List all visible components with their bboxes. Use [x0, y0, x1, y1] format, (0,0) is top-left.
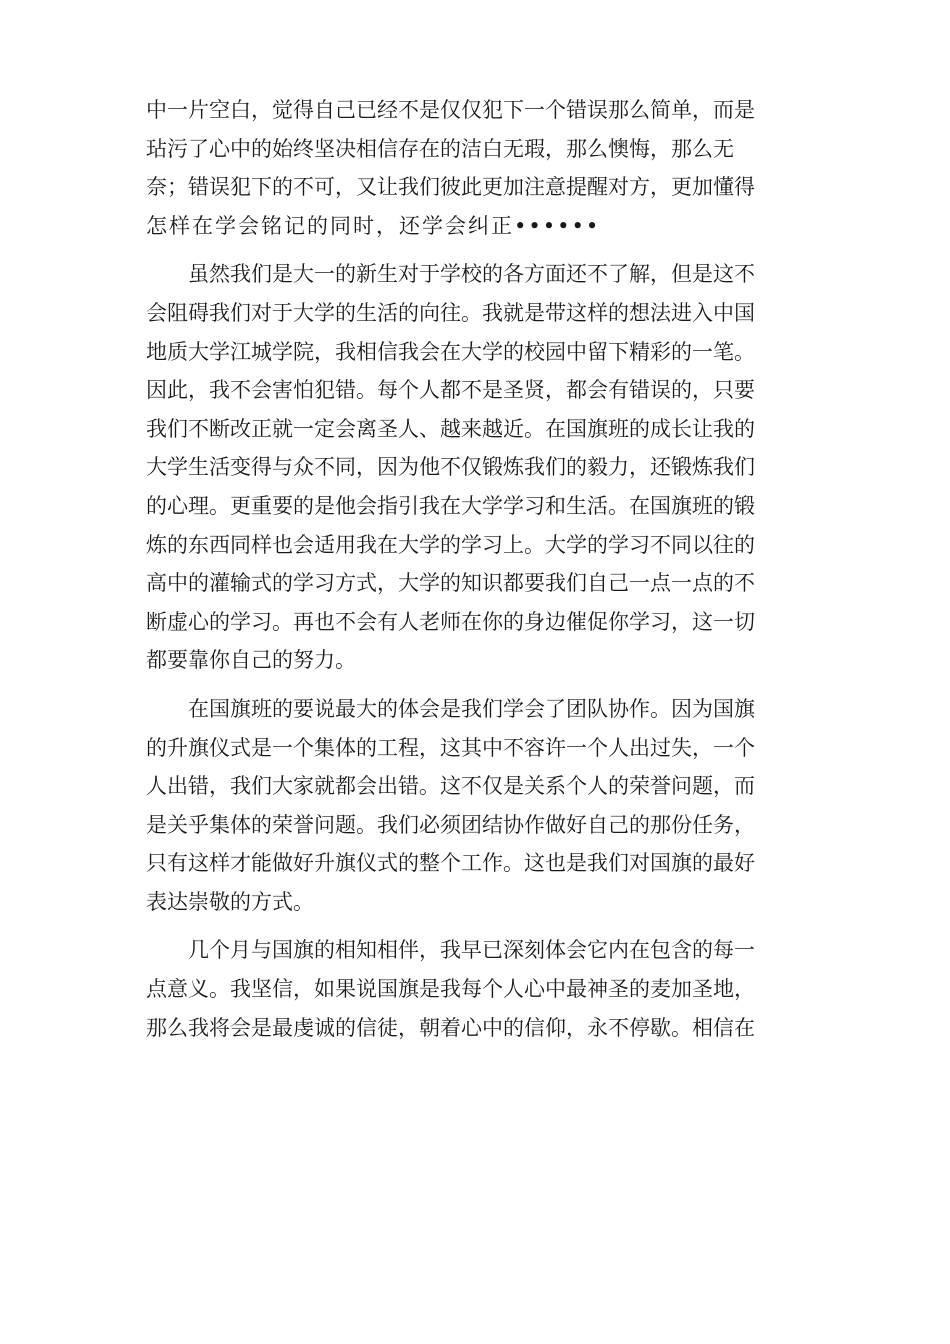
- text-line: 只有这样才能做好升旗仪式的整个工作。这也是我们对国旗的最好: [146, 851, 755, 876]
- text-line: 的升旗仪式是一个集体的工程，这其中不容许一个人出过失，一个: [146, 735, 755, 760]
- paragraph-1: [146, 91, 796, 245]
- text-line: 奈；错误犯下的不可，又让我们彼此更加注意提醒对方，更加懂得: [146, 175, 755, 200]
- document-body: [146, 91, 796, 1047]
- text-line: 那么我将会是最虔诚的信徒，朝着心中的信仰，永不停歇。相信在: [146, 1015, 755, 1040]
- text-line: 在国旗班的要说最大的体会是我们学会了团队协作。因为国旗: [188, 696, 755, 721]
- text-line: 大学生活变得与众不同，因为他不仅锻炼我们的毅力，还锻炼我们: [146, 455, 755, 480]
- text-line: 会阻碍我们对于大学的生活的向往。我就是带这样的想法进入中国: [146, 300, 755, 325]
- text-line: 的心理。更重要的是他会指引我在大学学习和生活。在国旗班的锻: [146, 493, 755, 518]
- text-line: 怎样在学会铭记的同时，还学会纠正••••••: [146, 213, 601, 238]
- text-line: 是关乎集体的荣誉问题。我们必须团结协作做好自己的那份任务，: [146, 812, 755, 837]
- text-line: 高中的灌输式的学习方式，大学的知识都要我们自己一点一点的不: [146, 571, 755, 596]
- paragraph-2: [146, 255, 796, 680]
- text-line: 都要靠你自己的努力。: [146, 648, 356, 673]
- paragraph-spacer: [146, 921, 796, 931]
- text-line: 我们不断改正就一定会离圣人、越来越近。在国旗班的成长让我的: [146, 416, 755, 441]
- text-line: 虽然我们是大一的新生对于学校的各方面还不了解，但是这不: [188, 262, 755, 287]
- text-line: 断虚心的学习。再也不会有人老师在你的身边催促你学习，这一切: [146, 609, 755, 634]
- paragraph-3: [146, 690, 796, 922]
- paragraph-4: [146, 931, 796, 1047]
- text-line: 炼的东西同样也会适用我在大学的学习上。大学的学习不同以往的: [146, 532, 755, 557]
- text-line: 因此，我不会害怕犯错。每个人都不是圣贤，都会有错误的，只要: [146, 378, 755, 403]
- text-line: 几个月与国旗的相知相伴，我早已深刻体会它内在包含的每一: [188, 938, 755, 963]
- text-line: 地质大学江城学院，我相信我会在大学的校园中留下精彩的一笔。: [146, 339, 755, 364]
- paragraph-spacer: [146, 245, 796, 255]
- text-line: 中一片空白，觉得自己已经不是仅仅犯下一个错误那么简单，而是: [146, 98, 755, 122]
- text-line: 人出错，我们大家就都会出错。这不仅是关系个人的荣誉问题，而: [146, 774, 755, 799]
- paragraph-spacer: [146, 680, 796, 690]
- text-line: 玷污了心中的始终坚决相信存在的洁白无瑕，那么懊悔，那么无: [146, 136, 734, 161]
- text-line: 点意义。我坚信，如果说国旗是我每个人心中最神圣的麦加圣地，: [146, 977, 755, 1002]
- text-line: 表达崇敬的方式。: [146, 889, 314, 914]
